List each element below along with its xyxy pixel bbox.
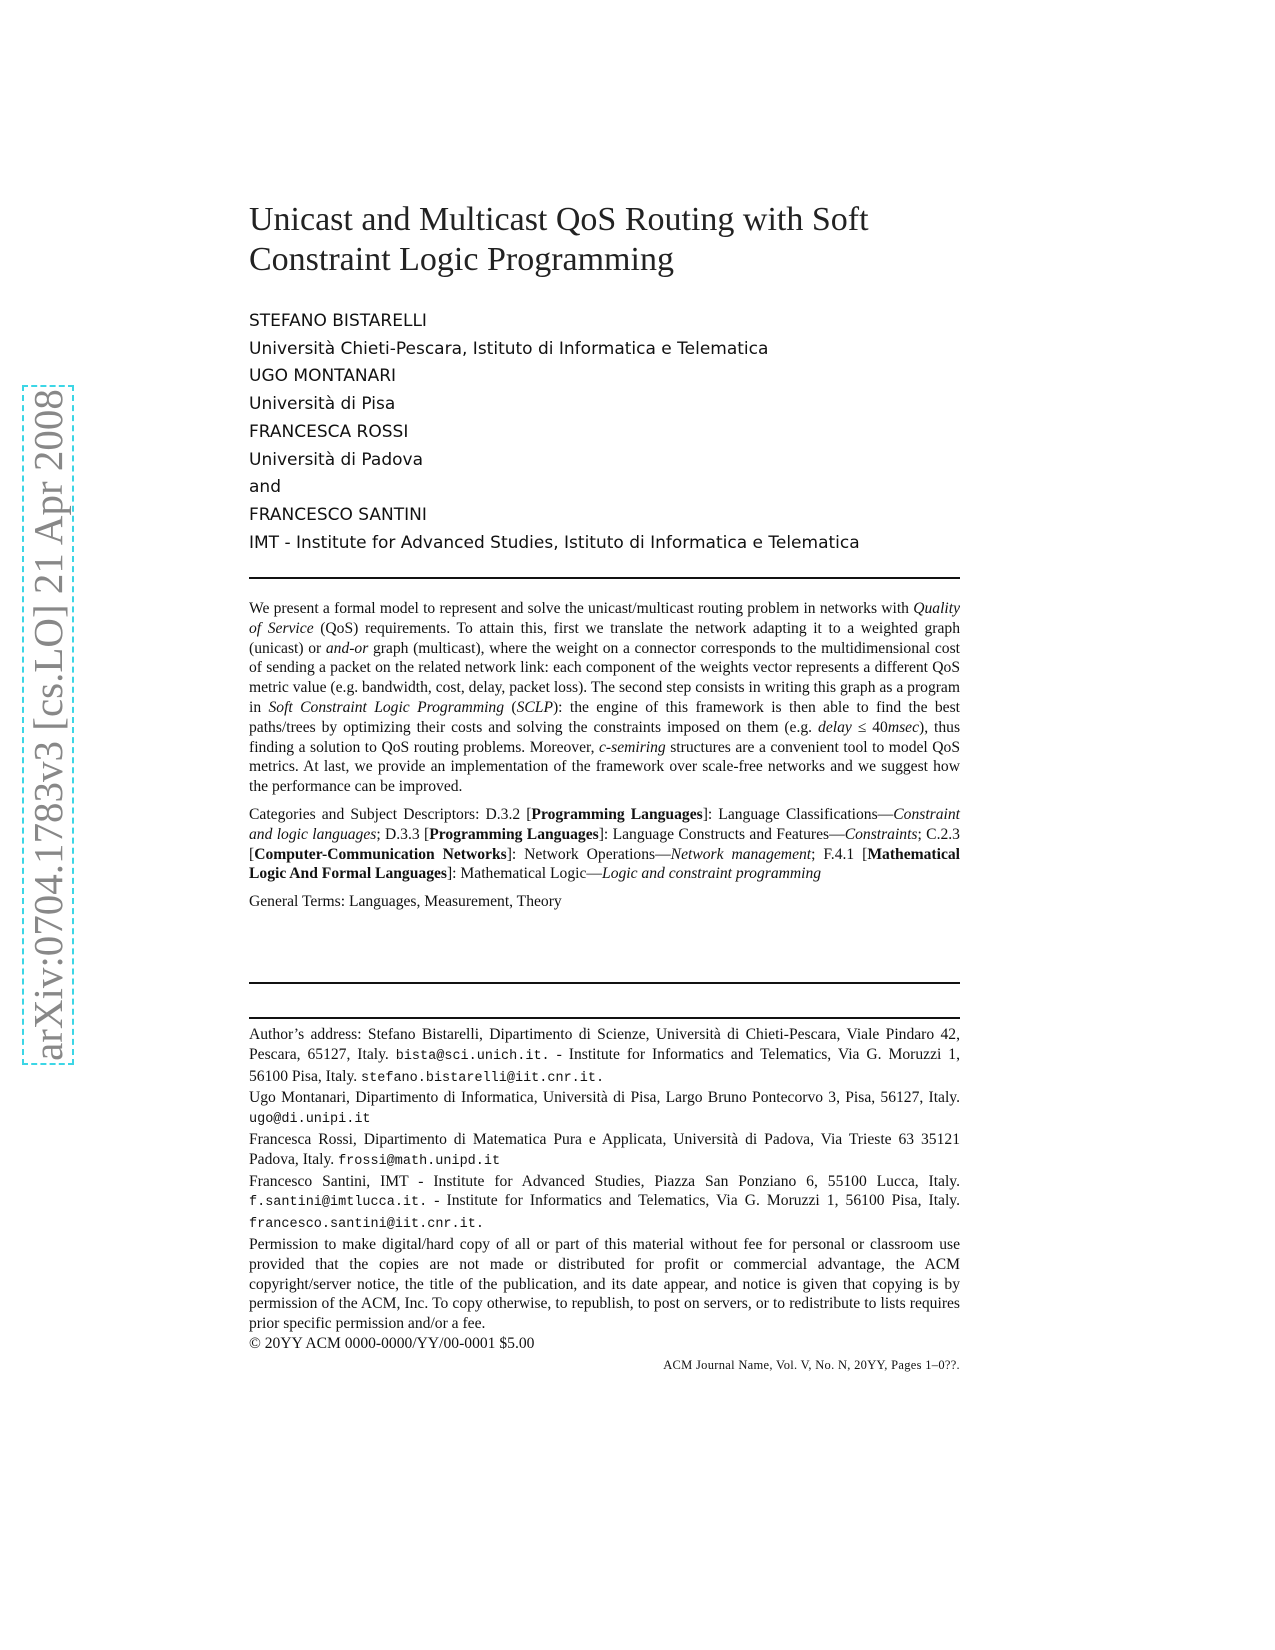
author-affiliation: Università di Padova (249, 449, 424, 470)
text-run: (QoS) requirements. To attain this, first we translate the network adapting it to a weighted graph (unicast) or (249, 619, 960, 657)
email-address: stefano.bistarelli@iit.cnr.it. (361, 1070, 605, 1086)
text-run: Categories and Subject Descriptors: D.3.2 [ (249, 805, 532, 823)
author-affiliation: Università Chieti-Pescara, Istituto di Informatica e Telematica (249, 338, 769, 359)
footnote-address-bistarelli (249, 1025, 960, 1088)
text-run: Permission to make digital/hard copy of all or part of this material without fee for personal or classroom use provided that the copies are not made or distributed for profit or commercial advantage, the ACM copyright/server notice, the title of the publication, and its date appear, and notice is given that copying is by permission of the ACM, Inc. To copy otherwise, to republish, to post on servers, or to redistribute to lists requires prior specific permission and/or a fee. (249, 1235, 960, 1333)
text-run: - Institute for Informatics and Telematics, Via G. Moruzzi 1, 56100 Pisa, Italy. (249, 1045, 960, 1085)
text-run: Francesca Rossi, Dipartimento di Matematica Pura e Applicata, Università di Padova, Via Trieste 63 35121 Padova, Italy. (249, 1130, 960, 1168)
text-run: ]: Network Operations— (506, 845, 671, 863)
emphasis-text: Constraint and logic languages (249, 805, 960, 843)
divider (249, 577, 960, 579)
text-run: graph (multicast), where the weight on a connector corresponds to the multidimensional cost of sending a packet on the related network link: each component of the weights vector represents a different QoS metric value (e.g. bandwidth, cost, delay, packet loss). The second step consists in writing this graph as a program in (249, 639, 961, 716)
text-run: ]: Language Constructs and Features— (598, 825, 845, 843)
text-run: ]: Language Classifications— (702, 805, 894, 823)
paper-title: Unicast and Multicast QoS Routing with Soft Constraint Logic Programming (249, 201, 869, 278)
author-name: FRANCESCA ROSSI (249, 421, 409, 442)
bold-text: Programming Languages (531, 805, 703, 823)
permission-notice (249, 1235, 960, 1334)
author-affiliation: IMT - Institute for Advanced Studies, Istituto di Informatica e Telematica (249, 532, 860, 553)
text-run: ; C.2.3 [ (249, 825, 960, 863)
footnote-divider (249, 1017, 960, 1019)
email-address: ugo@di.unipi.it (249, 1112, 371, 1128)
divider (249, 982, 960, 984)
bold-text: Programming Languages (429, 825, 599, 843)
emphasis-text: delay (818, 718, 852, 736)
author-name: STEFANO BISTARELLI (249, 311, 427, 331)
author-name: FRANCESCO SANTINI (249, 504, 427, 525)
abstract (249, 599, 960, 797)
text-run: ; D.3.3 [ (376, 825, 430, 843)
author-list (249, 308, 860, 557)
text-run: structures are a convenient tool to model QoS metrics. At last, we provide an implementation of the framework over scale-free networks and we suggest how the performance can be improved. (249, 738, 960, 796)
text-run: ): the engine of this framework is then able to find the best paths/trees by optimizing their costs and solving the constraints imposed on them (e.g. (249, 698, 961, 736)
text-run: ( (504, 698, 517, 716)
emphasis-text: Logic and constraint programming (602, 865, 822, 883)
text-run: ]: Mathematical Logic— (446, 865, 603, 883)
categories (249, 805, 960, 884)
general-terms (249, 892, 960, 912)
arxiv-identifier: arXiv:0704.1783v3 [cs.LO] 21 Apr 2008 (25, 389, 71, 1061)
emphasis-text: Quality of Service (249, 600, 960, 637)
author-affiliation: Università di Pisa (249, 394, 396, 415)
abstract-section (249, 599, 960, 920)
journal-footer: ACM Journal Name, Vol. V, No. N, 20YY, Pages 1–0??. (663, 1358, 960, 1372)
footnote-address-santini (249, 1172, 960, 1235)
text-run: General Terms: Languages, Measurement, Theory (249, 893, 562, 911)
text-run: We present a formal model to represent and solve the unicast/multicast routing problem in networks with (249, 600, 914, 617)
arxiv-stamp (22, 385, 74, 1065)
emphasis-text: and-or (325, 639, 369, 657)
email-address: frossi@math.unipd.it (338, 1153, 501, 1169)
emphasis-text: SCLP (516, 698, 553, 716)
emphasis-text: Network management (670, 845, 812, 863)
copyright-line (249, 1334, 960, 1354)
author-name: UGO MONTANARI (249, 366, 397, 387)
email-address: francesco.santini@iit.cnr.it. (249, 1217, 484, 1233)
author-conjunction: and (249, 477, 281, 498)
emphasis-text: msec (887, 718, 919, 736)
text-run: ; F.4.1 [ (811, 845, 868, 863)
bold-text: Mathematical Logic And Formal Languages (249, 845, 960, 883)
email-address: bista@sci.unich.it. (395, 1048, 550, 1064)
text-run: Francesco Santini, IMT - Institute for Advanced Studies, Piazza San Ponziano 6, 55100 Lucca, Italy. (249, 1172, 960, 1190)
bold-text: Computer-Communication Networks (254, 845, 507, 863)
text-run: - Institute for Informatics and Telematics, Via G. Moruzzi 1, 56100 Pisa, Italy. (427, 1192, 960, 1210)
footnote-address-rossi (249, 1130, 960, 1172)
emphasis-text: Constraints (844, 825, 918, 843)
footnotes (249, 1025, 960, 1354)
email-address: f.santini@imtlucca.it. (249, 1195, 428, 1211)
footnote-address-montanari (249, 1088, 960, 1130)
text-run: Author’s address: Stefano Bistarelli, Dipartimento di Scienze, Università di Chieti-Pescara, Viale Pindaro 42, Pescara, 65127, Italy. (249, 1026, 960, 1063)
text-run: Ugo Montanari, Dipartimento di Informatica, Università di Pisa, Largo Bruno Pontecorvo 3, Pisa, 56127, Italy. (249, 1089, 960, 1107)
emphasis-text: c-semiring (599, 738, 666, 756)
emphasis-text: Soft Constraint Logic Programming (268, 698, 505, 716)
text-run: ), thus finding a solution to QoS routing problems. Moreover, (249, 718, 961, 756)
text-run: ≤ 40 (851, 718, 888, 736)
text-run: © 20YY ACM 0000-0000/YY/00-0001 $5.00 (249, 1334, 535, 1352)
